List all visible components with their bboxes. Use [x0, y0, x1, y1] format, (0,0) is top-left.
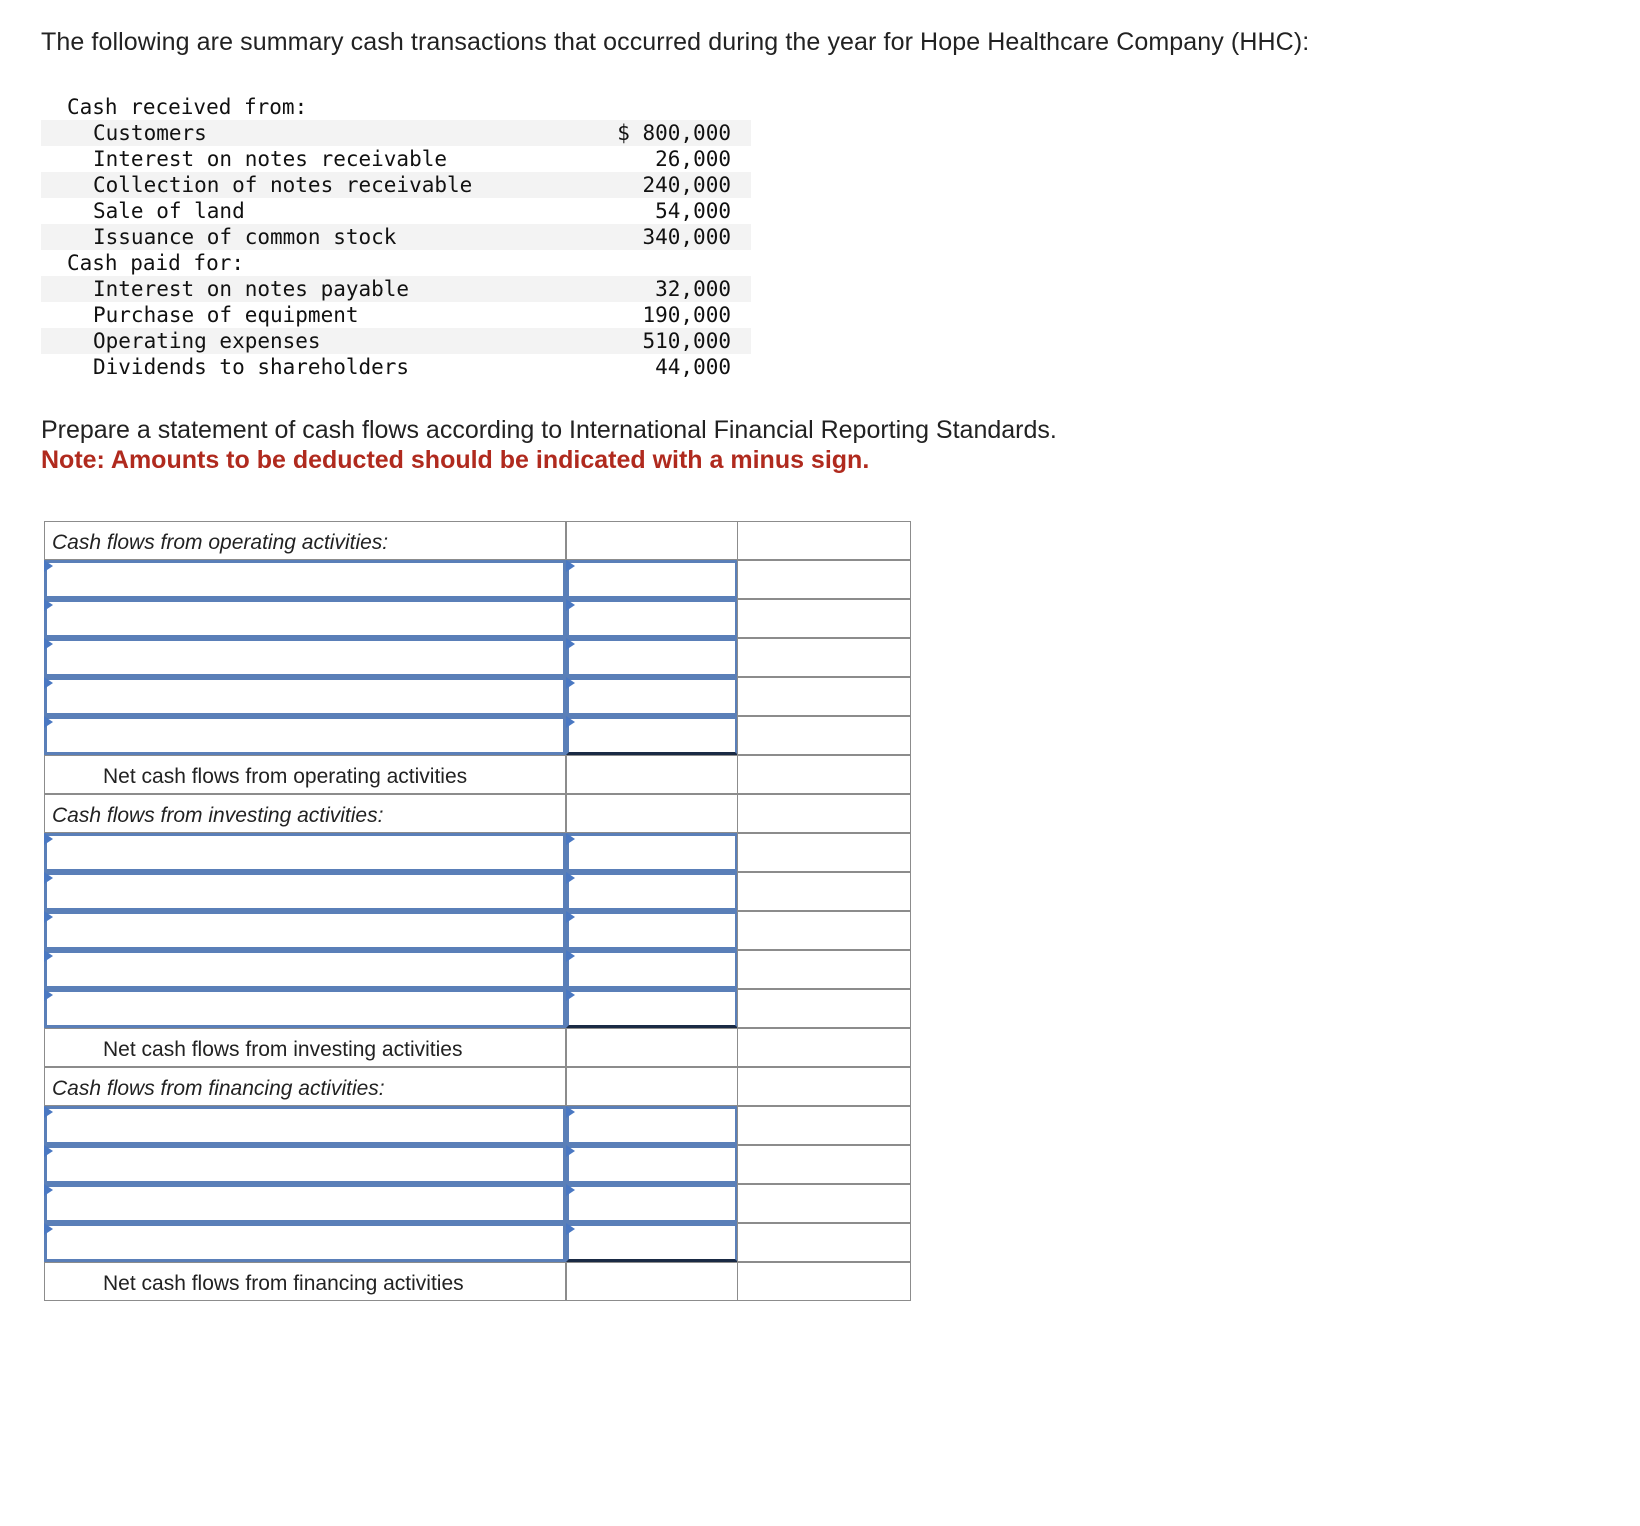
blank-cell [566, 521, 738, 560]
total-label-cell [44, 755, 566, 794]
summary-label: Sale of land [93, 199, 245, 223]
operating-input-row [44, 638, 911, 677]
blank-cell [737, 1028, 911, 1067]
investing-amount-input[interactable] [566, 950, 738, 989]
total-label-cell [44, 1262, 566, 1301]
operating-total-label: Net cash flows from operating activities [103, 765, 468, 788]
summary-amount: 44,000 [655, 355, 731, 379]
operating-description-input[interactable] [44, 560, 566, 599]
summary-amount: 32,000 [655, 277, 731, 301]
summary-label: Collection of notes receivable [93, 173, 473, 197]
blank-cell [737, 833, 911, 872]
investing-description-input[interactable] [44, 911, 566, 950]
blank-cell [737, 911, 911, 950]
blank-cell [566, 1067, 738, 1106]
summary-amount: 190,000 [642, 303, 731, 327]
cash-flow-worksheet [44, 521, 911, 1310]
investing-description-input[interactable] [44, 989, 566, 1028]
blank-cell [737, 560, 911, 599]
operating-description-input[interactable] [44, 638, 566, 677]
summary-amount: 510,000 [642, 329, 731, 353]
paid-header: Cash paid for: [67, 251, 245, 275]
financing-total-row [44, 1262, 911, 1301]
operating-total-cell [566, 755, 738, 794]
summary-row [41, 302, 751, 328]
investing-description-input[interactable] [44, 950, 566, 989]
operating-input-row [44, 599, 911, 638]
financing-amount-input[interactable] [566, 1184, 738, 1223]
blank-cell [737, 716, 911, 755]
investing-header: Cash flows from investing activities: [52, 804, 384, 827]
prompt-text: Prepare a statement of cash flows according to International Financial Reporting Standards. [41, 416, 1057, 444]
header-cell [44, 794, 566, 833]
operating-amount-input[interactable] [566, 677, 738, 716]
summary-label: Issuance of common stock [93, 225, 397, 249]
operating-description-input[interactable] [44, 677, 566, 716]
summary-amount: 340,000 [642, 225, 731, 249]
blank-cell [737, 677, 911, 716]
section-header-row [44, 794, 911, 833]
investing-amount-input[interactable] [566, 833, 738, 872]
header-cell [44, 1067, 566, 1106]
investing-input-row [44, 950, 911, 989]
cash-summary-table [41, 94, 751, 380]
summary-amount: $ 800,000 [617, 121, 731, 145]
financing-input-row [44, 1106, 911, 1145]
summary-label: Interest on notes receivable [93, 147, 448, 171]
operating-amount-input[interactable] [566, 560, 738, 599]
summary-label: Dividends to shareholders [93, 355, 410, 379]
summary-amount: 240,000 [642, 173, 731, 197]
summary-label: Interest on notes payable [93, 277, 410, 301]
summary-label: Operating expenses [93, 329, 321, 353]
blank-cell [737, 872, 911, 911]
summary-label: Purchase of equipment [93, 303, 359, 327]
financing-description-input[interactable] [44, 1145, 566, 1184]
investing-total-cell [566, 1028, 738, 1067]
operating-description-input[interactable] [44, 716, 566, 755]
section-header-row [44, 1067, 911, 1106]
summary-amount: 54,000 [655, 199, 731, 223]
summary-row [41, 172, 751, 198]
financing-description-input[interactable] [44, 1106, 566, 1145]
summary-label: Customers [93, 121, 207, 145]
financing-input-row [44, 1223, 911, 1262]
financing-amount-input[interactable] [566, 1145, 738, 1184]
blank-cell [737, 1184, 911, 1223]
blank-cell [737, 638, 911, 677]
financing-header: Cash flows from financing activities: [52, 1077, 385, 1100]
financing-amount-input[interactable] [566, 1106, 738, 1145]
operating-description-input[interactable] [44, 599, 566, 638]
financing-total-label: Net cash flows from financing activities [103, 1272, 464, 1295]
section-header-row [44, 521, 911, 560]
blank-cell [737, 989, 911, 1028]
blank-cell [737, 1067, 911, 1106]
summary-row [41, 354, 751, 380]
blank-cell [737, 794, 911, 833]
investing-input-row [44, 989, 911, 1028]
operating-amount-input[interactable] [566, 638, 738, 677]
investing-total-row [44, 1028, 911, 1067]
blank-cell [737, 1262, 911, 1301]
investing-input-row [44, 911, 911, 950]
financing-amount-input[interactable] [566, 1223, 738, 1262]
summary-row [41, 120, 751, 146]
investing-total-label: Net cash flows from investing activities [103, 1038, 463, 1061]
operating-amount-input[interactable] [566, 716, 738, 755]
received-header: Cash received from: [67, 95, 308, 119]
blank-cell [737, 1106, 911, 1145]
investing-description-input[interactable] [44, 872, 566, 911]
financing-input-row [44, 1184, 911, 1223]
blank-cell [737, 755, 911, 794]
summary-amount: 26,000 [655, 147, 731, 171]
instruction-note: Note: Amounts to be deducted should be indicated with a minus sign. [41, 446, 870, 474]
summary-row [41, 146, 751, 172]
operating-total-row [44, 755, 911, 794]
investing-amount-input[interactable] [566, 872, 738, 911]
investing-amount-input[interactable] [566, 911, 738, 950]
investing-description-input[interactable] [44, 833, 566, 872]
total-label-cell [44, 1028, 566, 1067]
paid-header-row [41, 250, 751, 276]
financing-total-cell [566, 1262, 738, 1301]
blank-cell [566, 794, 738, 833]
financing-description-input[interactable] [44, 1184, 566, 1223]
summary-row [41, 328, 751, 354]
investing-amount-input[interactable] [566, 989, 738, 1028]
operating-input-row [44, 560, 911, 599]
blank-cell [737, 521, 911, 560]
header-cell [44, 521, 566, 560]
operating-header: Cash flows from operating activities: [52, 531, 389, 554]
operating-input-row [44, 677, 911, 716]
summary-row [41, 224, 751, 250]
blank-cell [737, 599, 911, 638]
summary-row [41, 198, 751, 224]
financing-input-row [44, 1145, 911, 1184]
operating-amount-input[interactable] [566, 599, 738, 638]
summary-row [41, 276, 751, 302]
blank-cell [737, 950, 911, 989]
received-header-row [41, 94, 751, 120]
intro-text: The following are summary cash transactions that occurred during the year for Hope Healthcare Company (HHC): [41, 28, 1310, 56]
investing-input-row [44, 872, 911, 911]
blank-cell [737, 1145, 911, 1184]
blank-cell [737, 1223, 911, 1262]
operating-input-row [44, 716, 911, 755]
financing-description-input[interactable] [44, 1223, 566, 1262]
investing-input-row [44, 833, 911, 872]
